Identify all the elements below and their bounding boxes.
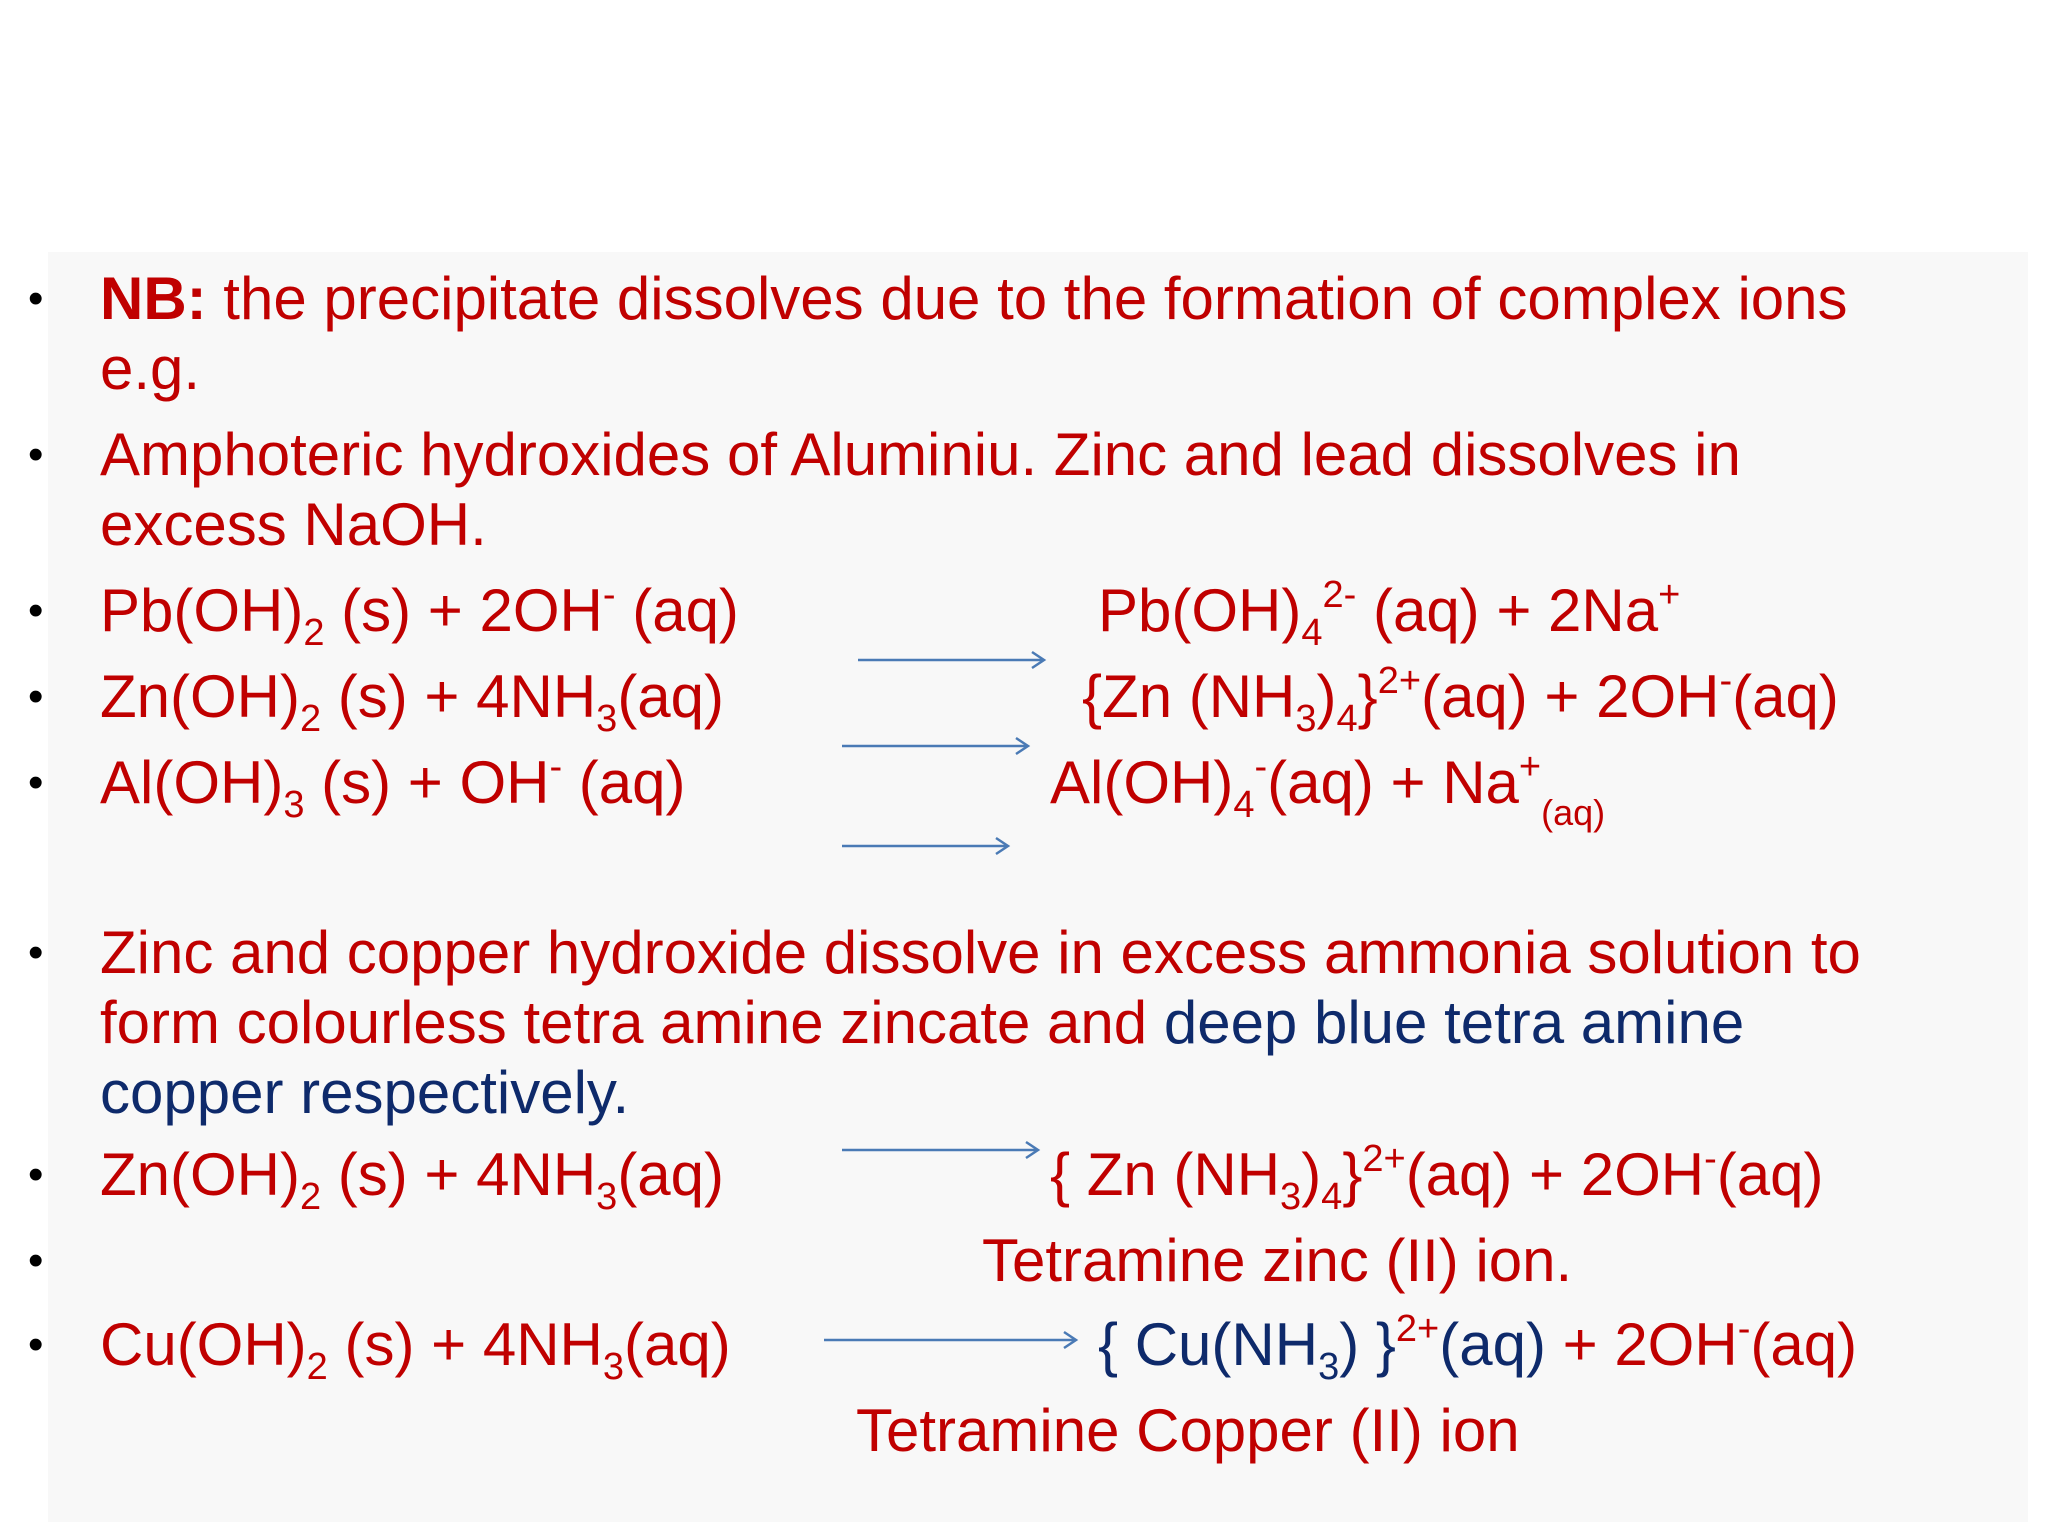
bullet-marker: •: [28, 1236, 44, 1285]
bullet-marker: •: [28, 1150, 44, 1199]
bullet-marker: •: [28, 430, 44, 479]
pb-equation-reactants: $Pb(OH)_2$ (s) + 2OH- (aq): [100, 574, 739, 654]
zn-equation-1-reactants: $Zn(OH)_2$ $(s) + 4NH_3(aq)$: [100, 663, 725, 740]
al-equation-products: $Al(OH)_4^-(aq) + Na^+_{(aq)}$: [1050, 746, 1606, 833]
nb-eg: e.g.: [100, 335, 201, 402]
cu-complex-name: Tetramine Copper (II) ion: [856, 1397, 1520, 1464]
nb-text: the precipitate dissolves due to the formation of complex ions: [206, 265, 1848, 332]
reaction-arrow-pb: [858, 650, 1048, 654]
bullet-marker: •: [28, 672, 44, 721]
zn-equation-2-reactants: $Zn(OH)_2$ $(s) + 4NH_3(aq)$: [100, 1141, 725, 1218]
nb-line: [100, 264, 1848, 334]
al-equation-reactants: $Al(OH)_3$ (s) + OH- (aq): [100, 746, 686, 826]
nb-label: NB:: [100, 265, 207, 332]
amphoteric-line-2: excess NaOH.: [100, 491, 487, 558]
zn-equation-2-products: { Zn $(NH_3)_4\}^{2+}(aq) + 2OH^-(aq)$: [1050, 1138, 1824, 1218]
cu-equation-products: { $Cu(NH_3) \}^{2+}(aq) + 2OH^-(aq)$: [1098, 1308, 1858, 1388]
bullet-marker: •: [28, 758, 44, 807]
zn-equation-1-products: {Zn $(NH_3)_4\}^{2+}(aq) + 2OH^-(aq)$: [1082, 660, 1839, 740]
reaction-arrow-zn: [842, 736, 1032, 740]
zinc-copper-line-3: copper respectively.: [100, 1059, 630, 1126]
reaction-arrow-al: [842, 836, 1012, 840]
zn-complex-name: Tetramine zinc (II) ion.: [982, 1227, 1573, 1294]
reaction-arrow-zn-2: [842, 1140, 1042, 1144]
bullet-marker: •: [28, 928, 44, 977]
pb-equation-products: $Pb(OH)_4^{2-}$ (aq) + 2Na+: [1098, 574, 1681, 654]
cu-equation-reactants: $Cu(OH)_2$ $(s) + 4NH_3(aq)$: [100, 1311, 731, 1388]
amphoteric-line-1: Amphoteric hydroxides of Aluminiu. Zinc and lead dissolves in: [100, 421, 1741, 488]
reaction-arrow-cu: [824, 1330, 1080, 1334]
zinc-copper-line-2: form colourless tetra amine zincate and deep blue tetra amine: [100, 989, 1745, 1056]
bullet-marker: •: [28, 274, 44, 323]
bullet-marker: •: [28, 586, 44, 635]
bullet-marker: •: [28, 1320, 44, 1369]
zinc-copper-line-1: Zinc and copper hydroxide dissolve in excess ammonia solution to: [100, 919, 1861, 986]
